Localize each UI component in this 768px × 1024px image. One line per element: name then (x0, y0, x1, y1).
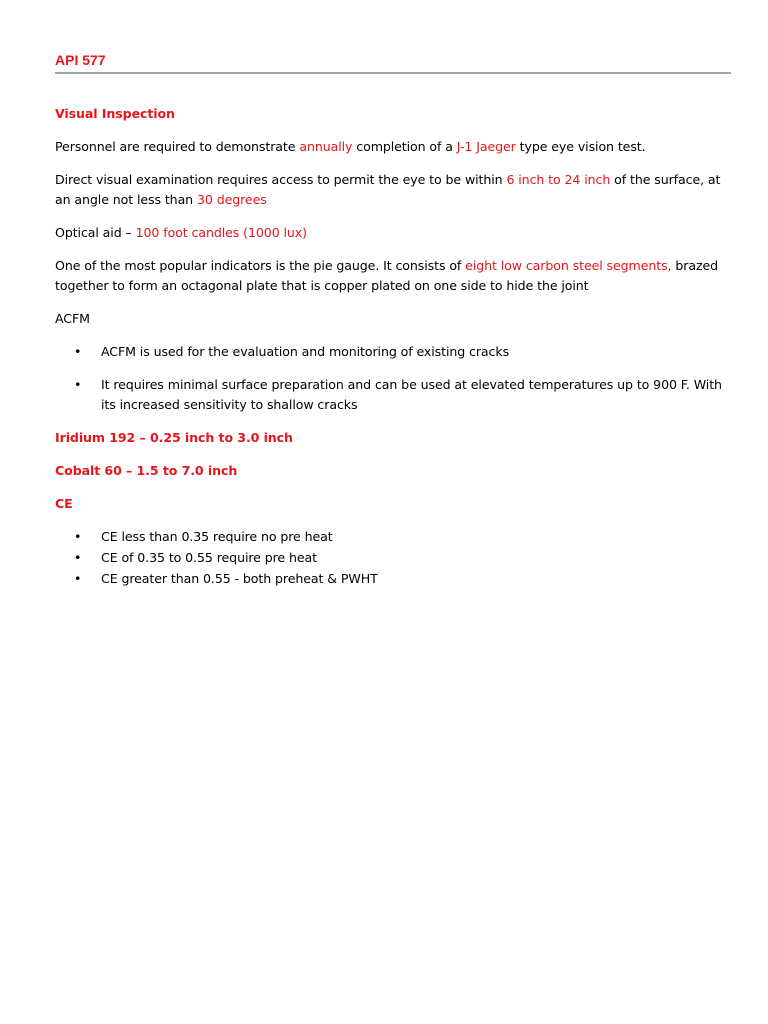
acfm-label: ACFM (55, 311, 90, 326)
list-item-text: It requires minimal surface preparation and can be used at elevated temperatures up to 900 F. With its increased sensitivity to shallow cracks (101, 377, 722, 412)
paragraph-vision-test (55, 137, 735, 157)
highlight-distance: 6 inch to 24 inch (506, 172, 611, 187)
text-run: Personnel are required to demonstrate (55, 139, 300, 154)
bullet-icon: • (74, 529, 82, 544)
list-item (55, 527, 735, 547)
highlight-angle: 30 degrees (196, 192, 267, 207)
text-run: type eye vision test. (515, 139, 646, 154)
text-run: of the surface, at an angle not less than (55, 172, 721, 207)
paragraph-optical-aid (55, 223, 735, 243)
bullet-icon: • (74, 344, 82, 359)
list-item (55, 548, 735, 568)
list-item-text: CE less than 0.35 require no pre heat (101, 529, 333, 544)
cobalt-range: Cobalt 60 – 1.5 to 7.0 inch (55, 463, 238, 478)
ce-list (55, 527, 735, 589)
list-item (55, 569, 735, 589)
list-item (55, 375, 735, 415)
list-item-text: CE greater than 0.55 - both preheat & PWHT (101, 571, 378, 586)
text-run: Optical aid – (55, 225, 136, 240)
document-body (55, 104, 735, 602)
list-item-text: ACFM is used for the evaluation and monitoring of existing cracks (101, 344, 510, 359)
acfm-list (55, 342, 735, 415)
text-run: brazed together to form an octagonal plate that is copper plated on one side to hide the joint (55, 258, 718, 293)
paragraph-visual-exam (55, 170, 735, 210)
document-title: API 577 (55, 52, 106, 68)
section-heading: Visual Inspection (55, 106, 175, 121)
highlight-jaeger: J-1 Jaeger (456, 139, 516, 154)
highlight-annually: annually (299, 139, 353, 154)
list-item-text: CE of 0.35 to 0.55 require pre heat (101, 550, 317, 565)
ce-label: CE (55, 496, 73, 511)
bullet-icon: • (74, 377, 82, 392)
bullet-icon: • (74, 550, 82, 565)
text-run: completion of a (352, 139, 457, 154)
highlight-foot-candles: 100 foot candles (1000 lux) (135, 225, 307, 240)
document-header (55, 50, 731, 74)
highlight-segments: eight low carbon steel segments, (465, 258, 672, 273)
paragraph-pie-gauge (55, 256, 735, 296)
bullet-icon: • (74, 571, 82, 586)
text-run: One of the most popular indicators is the pie gauge. It consists of (55, 258, 466, 273)
iridium-range: Iridium 192 – 0.25 inch to 3.0 inch (55, 430, 293, 445)
list-item (55, 342, 735, 362)
text-run: Direct visual examination requires access to permit the eye to be within (55, 172, 507, 187)
